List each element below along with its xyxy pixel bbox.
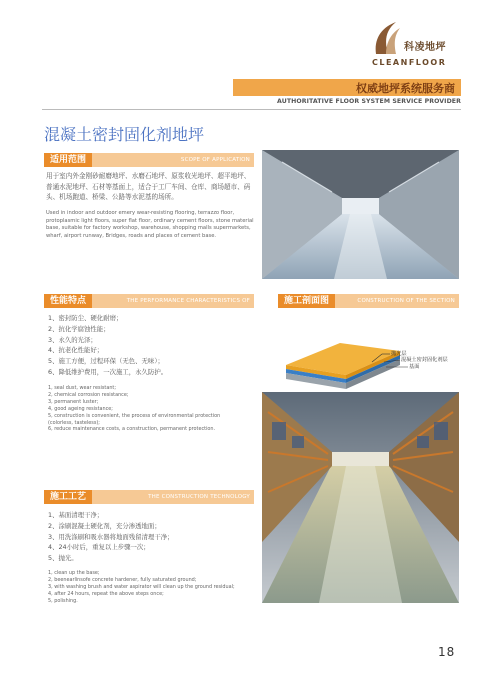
list-item: 1, clean up the base; xyxy=(48,570,100,576)
list-item: 4、24小时后，重复以上步骤一次； xyxy=(48,543,150,552)
performance-heading-cn: 性能特点 xyxy=(44,294,92,308)
section-label-base: 基面 xyxy=(409,364,420,370)
technology-section-bar xyxy=(44,490,254,504)
technology-heading-cn: 施工工艺 xyxy=(44,490,92,504)
page-title: 混凝土密封固化剂地坪 xyxy=(44,125,205,144)
list-item: 5、抛光。 xyxy=(48,554,78,563)
scope-heading-cn: 适用范围 xyxy=(44,153,92,167)
performance-section-bar xyxy=(44,294,254,308)
list-item: 2、涂刷混凝土硬化剂，充分渗透地面； xyxy=(48,521,161,530)
section-heading-cn: 施工剖面图 xyxy=(278,294,335,308)
brand-subtitle: AUTHORITATIVE FLOOR SYSTEM SERVICE PROVIDER xyxy=(277,98,461,105)
page-number: 18 xyxy=(438,645,456,659)
section-label-polish: 抛光层 xyxy=(391,351,407,357)
performance-heading-en: THE PERFORMANCE CHARACTERISTICS OF xyxy=(126,298,250,304)
list-item: 6、降低维护费用，一次施工，永久防护。 xyxy=(48,367,168,376)
section-diagram-bar xyxy=(278,294,459,308)
brand-title: 权威地坪系统服务商 xyxy=(356,82,455,95)
list-item: 5, construction is convenient, the process of environmental protection xyxy=(48,412,221,419)
list-item: 1、基面清理干净； xyxy=(48,511,104,519)
logo-mark-icon xyxy=(372,20,402,56)
list-item: 5、施工方便，过程环保（无色、无味）； xyxy=(48,357,164,366)
scope-body-en: Used in indoor and outdoor emery wear-resisting flooring, terrazzo floor, protoplasmic light floors, super flat floor, ordinary cement floors, stone material base, suitable for factory workshop, warehouse, shopping malls supermarkets, wharf, airport runway, Bridges, roads and places of cement base. xyxy=(46,210,254,239)
list-item: 4, good ageing resistance; xyxy=(48,405,113,412)
technology-list-en xyxy=(48,570,235,605)
technology-heading-en: THE CONSTRUCTION TECHNOLOGY xyxy=(148,494,250,500)
list-item: 1、密封防尘、硬化耐磨； xyxy=(48,314,123,322)
brand-banner xyxy=(233,79,461,96)
list-item: 3、用洗涤刷和吸水器将地面残留清理干净； xyxy=(48,532,174,541)
list-item: 4、抗老化性能好； xyxy=(48,346,104,355)
list-item: 3, permanent luster; xyxy=(48,398,99,405)
list-item: 6, reduce maintenance costs, a construction, permanent protection. xyxy=(48,426,216,433)
list-item: 5, polishing. xyxy=(48,597,78,604)
list-item: 3, with washing brush and water aspirator will clean up the ground residual; xyxy=(48,583,235,590)
logo-text-en: CLEANFLOOR xyxy=(372,58,447,67)
list-item: 1, seal dust, wear resistant; xyxy=(48,385,116,391)
company-logo xyxy=(368,20,468,72)
scope-heading-en: SCOPE OF APPLICATION xyxy=(180,157,250,163)
corridor-floor-photo xyxy=(262,150,459,279)
list-item: 2, beenearlinsofe concrete hardener, fully saturated ground; xyxy=(48,576,197,583)
list-item: 4, after 24 hours, repeat the above steps once; xyxy=(48,590,164,597)
performance-list-cn xyxy=(48,313,167,378)
section-label-sealer: 混凝土密封固化剂层 xyxy=(401,357,448,363)
scope-section-bar xyxy=(44,153,254,167)
header-divider xyxy=(42,109,461,110)
section-heading-en: CONSTRUCTION OF THE SECTION xyxy=(357,298,455,304)
performance-list-en xyxy=(48,385,220,433)
technology-list-cn xyxy=(48,510,174,564)
list-item: 2, chemical corrosion resistance; xyxy=(48,391,129,398)
section-diagram xyxy=(280,315,459,391)
logo-text-cn: 科凌地坪 xyxy=(404,42,446,53)
list-item: 3、永久的光泽； xyxy=(48,335,97,344)
list-item: 2、抗化学腐蚀性能； xyxy=(48,324,110,333)
warehouse-floor-photo xyxy=(262,392,459,603)
scope-body-cn: 用于室内外金刚砂耐磨地坪、水磨石地坪、原浆收光地坪、超平地坪、普通水泥地坪、石材等基面上，适合于工厂车间、仓库、商场超市、码头、机场跑道、桥梁、公路等水泥基的场所。 xyxy=(46,172,251,202)
list-item: (colorless, tasteless); xyxy=(48,419,100,426)
